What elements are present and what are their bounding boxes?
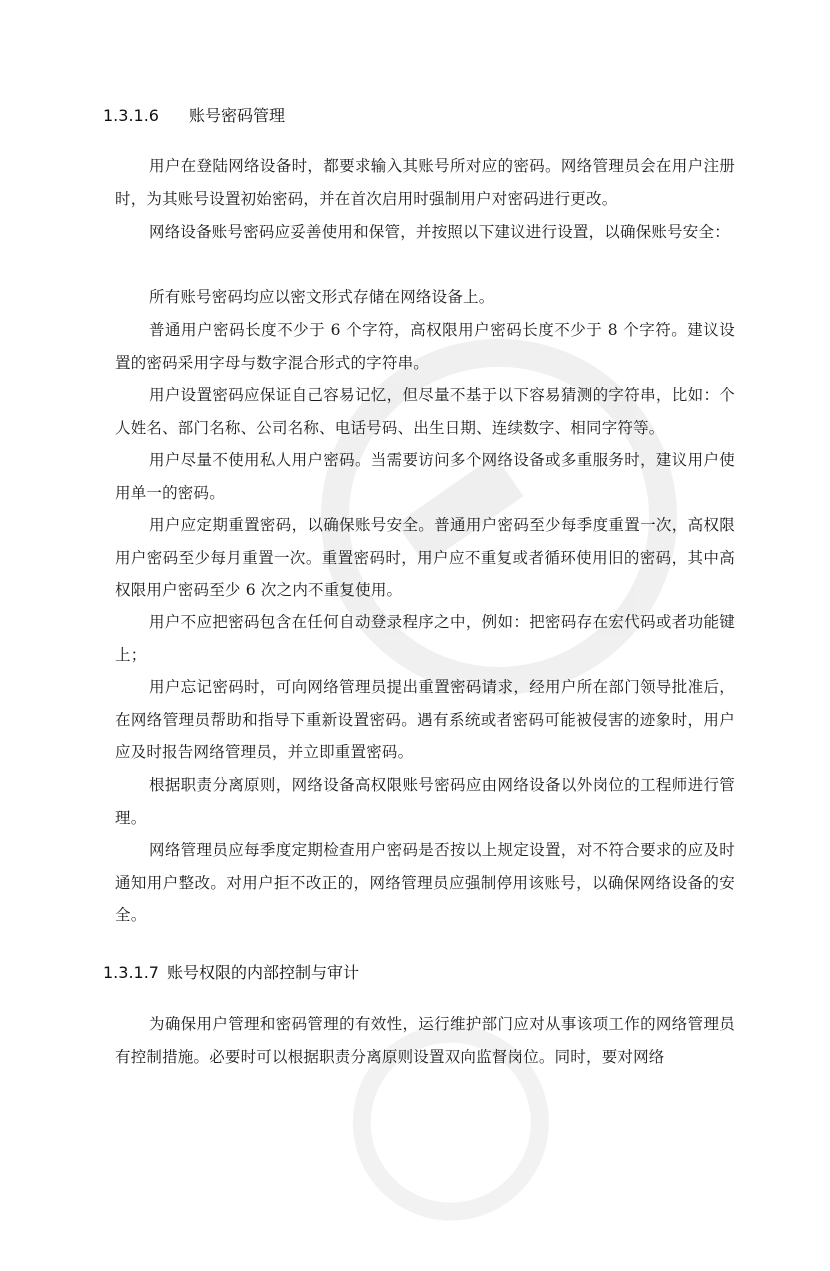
paragraph: 根据职责分离原则，网络设备高权限账号密码应由网络设备以外岗位的工程师进行管理。 [115,776,735,827]
section-title: 账号密码管理 [189,106,286,125]
paragraph: 网络管理员应每季度定期检查用户密码是否按以上规定设置，对不符合要求的应及时通知用户整改。对用户拒不改正的，网络管理员应强制停用该账号，以确保网络设备的安全。 [115,841,735,924]
paragraph: 用户尽量不使用私人用户密码。当需要访问多个网络设备或多重服务时，建议用户使用单一的密码。 [115,451,735,502]
section-heading-1-3-1-6 [103,103,285,126]
paragraph: 所有账号密码均应以密文形式存储在网络设备上。 [149,288,495,306]
paragraph: 为确保用户管理和密码管理的有效性，运行维护部门应对从事该项工作的网络管理员有控制措施。必要时可以根据职责分离原则设置双向监督岗位。同时，要对网络 [115,1015,735,1066]
paragraph: 普通用户密码长度不少于 6 个字符，高权限用户密码长度不少于 8 个字符。建议设置的密码采用字母与数字混合形式的字符串。 [115,321,735,372]
section-number: 1.3.1.7 [103,963,159,982]
section-number: 1.3.1.6 [103,106,159,125]
paragraph: 用户设置密码应保证自己容易记忆，但尽量不基于以下容易猜测的字符串，比如：个人姓名、部门名称、公司名称、电话号码、出生日期、连续数字、相同字符等。 [115,386,735,437]
section-title: 账号权限的内部控制与审计 [166,963,359,982]
paragraph: 网络设备账号密码应妥善使用和保管，并按照以下建议进行设置，以确保账号安全： [149,223,730,241]
paragraph: 用户应定期重置密码，以确保账号安全。普通用户密码至少每季度重置一次，高权限用户密码至少每月重置一次。重置密码时，用户应不重复或者循环使用旧的密码，其中高权限用户密码至少 6 次之内不重复使用。 [115,516,735,599]
paragraph: 用户不应把密码包含在任何自动登录程序之中，例如：把密码存在宏代码或者功能键上； [115,613,735,664]
section-heading-1-3-1-7 [103,960,359,983]
paragraph: 用户在登陆网络设备时，都要求输入其账号所对应的密码。网络管理员会在用户注册时，为其账号设置初始密码，并在首次启用时强制用户对密码进行更改。 [115,157,735,208]
paragraph: 用户忘记密码时，可向网络管理员提出重置密码请求，经用户所在部门领导批准后，在网络管理员帮助和指导下重新设置密码。遇有系统或者密码可能被侵害的迹象时，用户应及时报告网络管理员，并立即重置密码。 [115,678,735,761]
